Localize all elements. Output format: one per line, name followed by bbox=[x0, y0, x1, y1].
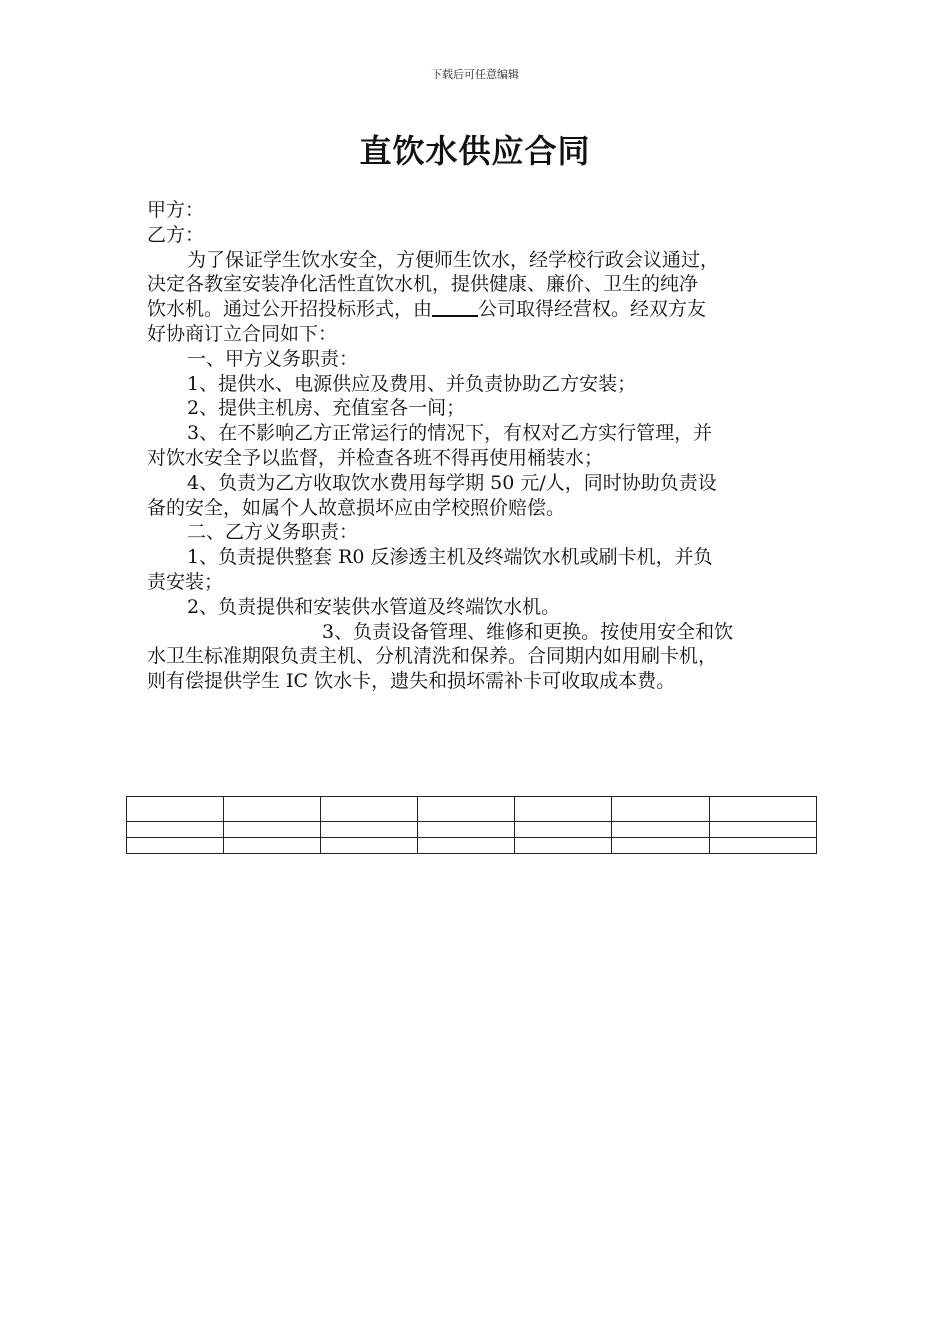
contract-body bbox=[147, 198, 822, 694]
intro-line-2: 决定各教室安装净化活性直饮水机，提供健康、廉价、卫生的纯净 bbox=[147, 273, 699, 296]
table-cell bbox=[127, 822, 224, 838]
intro-line-1: 为了保证学生饮水安全，方便师生饮水，经学校行政会议通过， bbox=[187, 248, 720, 271]
table-cell bbox=[127, 838, 224, 854]
section-a-item-1: 1、提供水、电源供应及费用、并负责协助乙方安装； bbox=[187, 372, 637, 395]
section-b-item-3-line-3: 则有偿提供学生 IC 饮水卡，遗失和损坏需补卡可收取成本费。 bbox=[147, 670, 676, 693]
table-cell bbox=[515, 838, 612, 854]
table-cell bbox=[224, 838, 321, 854]
table-cell bbox=[710, 838, 817, 854]
table-cell bbox=[515, 797, 612, 822]
table-cell bbox=[224, 822, 321, 838]
section-b-heading: 二、乙方义务职责： bbox=[187, 521, 359, 544]
section-a-item-4-line-2: 备的安全，如属个人故意损坏应由学校照价赔偿。 bbox=[147, 496, 566, 519]
section-a-item-4-line-1: 4、负责为乙方收取饮水费用每学期 50 元/人，同时协助负责设 bbox=[187, 471, 717, 494]
party-b-label: 乙方： bbox=[147, 223, 205, 246]
section-a-item-3-line-1: 3、在不影响乙方正常运行的情况下，有权对乙方实行管理，并 bbox=[187, 422, 713, 445]
table-cell bbox=[321, 822, 418, 838]
table-cell bbox=[321, 838, 418, 854]
table-cell bbox=[612, 797, 710, 822]
section-a-heading: 一、甲方义务职责： bbox=[187, 347, 359, 370]
table-row bbox=[127, 838, 817, 854]
table-row bbox=[127, 797, 817, 822]
section-a-item-2: 2、提供主机房、充值室各一间； bbox=[187, 397, 466, 420]
table-cell bbox=[224, 797, 321, 822]
section-a-item-3-line-2: 对饮水安全予以监督，并检查各班不得再使用桶装水； bbox=[147, 446, 604, 469]
table-cell bbox=[710, 822, 817, 838]
table-cell bbox=[612, 822, 710, 838]
header-note: 下载后可任意编辑 bbox=[431, 68, 519, 81]
table-cell bbox=[418, 838, 515, 854]
section-b-item-1-line-2: 责安装； bbox=[147, 570, 224, 593]
section-b-item-1-line-1: 1、负责提供整套 R0 反渗透主机及终端饮水机或刷卡机，并负 bbox=[187, 546, 713, 569]
table-cell bbox=[612, 838, 710, 854]
table-cell bbox=[710, 797, 817, 822]
section-b-item-2: 2、负责提供和安装供水管道及终端饮水机。 bbox=[187, 595, 561, 618]
table-cell bbox=[127, 797, 224, 822]
table-row bbox=[127, 822, 817, 838]
intro-line-3-start: 饮水机。通过公开招投标形式，由 bbox=[147, 298, 433, 321]
party-a-label: 甲方： bbox=[147, 199, 205, 221]
intro-line-3-end: 公司取得经营权。经双方友 bbox=[478, 298, 707, 321]
document-title: 直饮水供应合同 bbox=[359, 132, 591, 170]
intro-line-3 bbox=[147, 297, 822, 322]
section-b-item-3-line-2: 水卫生标准期限负责主机、分机清洗和保养。合同期内如用刷卡机， bbox=[147, 645, 718, 668]
table-cell bbox=[418, 822, 515, 838]
table-cell bbox=[515, 822, 612, 838]
blank-table bbox=[126, 796, 817, 854]
table-cell bbox=[418, 797, 515, 822]
company-name-blank bbox=[432, 297, 478, 317]
section-b-item-3-line-1: 3、负责设备管理、维修和更换。按使用安全和饮 bbox=[322, 620, 734, 643]
intro-line-4: 好协商订立合同如下： bbox=[147, 322, 338, 345]
table-cell bbox=[321, 797, 418, 822]
